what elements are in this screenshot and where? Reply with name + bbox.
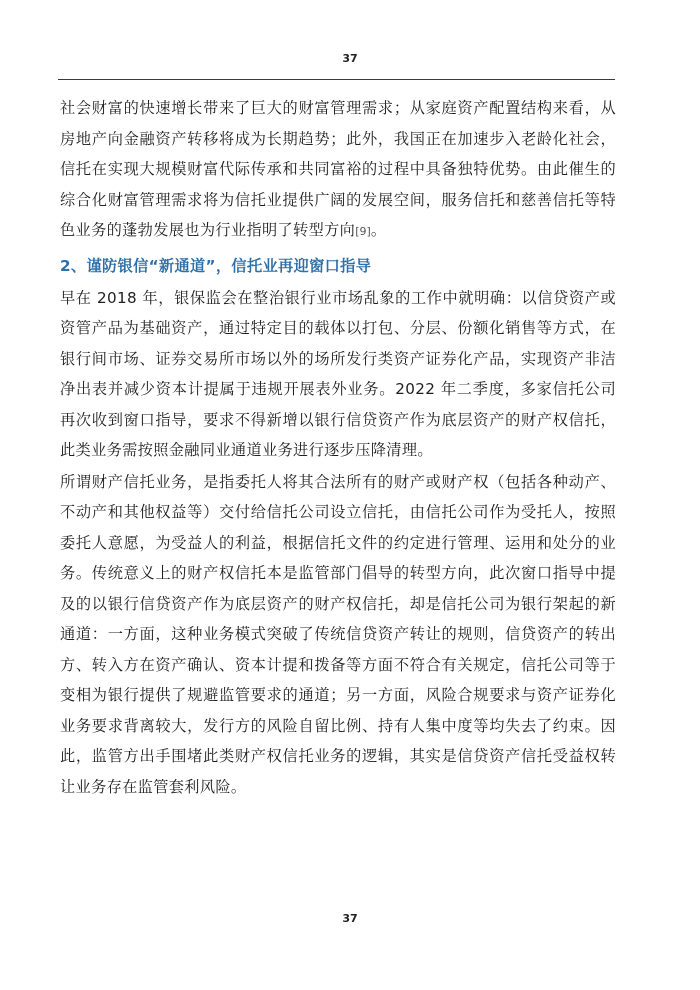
paragraph-wealth-management xyxy=(60,93,616,248)
page-body xyxy=(60,93,616,802)
paragraph-property-trust: 所谓财产信托业务，是指委托人将其合法所有的财产或财产权（包括各种动产、不动产和其他权益等）交付给信托公司设立信托，由信托公司作为受托人，按照委托人意愿，为受益人的利益，根据信托文件的约定进行管理、运用和处分的业务。传统意义上的财产权信托本是监管部门倡导的转型方向，此次窗口指导中提及的以银行信贷资产作为底层资产的财产权信托，却是信托公司为银行架起的新通道：一方面，这种业务模式突破了传统信贷资产转让的规则，信贷资产的转出方、转入方在资产确认、资本计提和拨备等方面不符合有关规定，信托公司等于变相为银行提供了规避监管要求的通道；另一方面，风险合规要求与资产证券化业务要求背离较大，发行方的风险自留比例、持有人集中度等均失去了约束。因此，监管方出手围堵此类财产权信托业务的逻辑，其实是信贷资产信托受益权转让业务存在监管套利风险。 xyxy=(60,472,616,796)
header-page-number: 37 xyxy=(342,52,358,65)
paragraph-regulation-2018: 早在 2018 年，银保监会在整治银行业市场乱象的工作中就明确：以信贷资产或资管产品为基础资产，通过特定目的载体以打包、分层、份额化销售等方式，在银行间市场、证券交易所市场以外的场所发行类资产证券化产品，实现资产非洁净出表并减少资本计提属于违规开展表外业务。2022 年二季度，多家信托公司再次收到窗口指导，要求不得新增以银行信贷资产作为底层资产的财产权信托，此类业务需按照金融同业通道业务进行逐步压降清理。 xyxy=(60,288,616,459)
section-heading: 2、谨防银信“新通道”，信托业再迎窗口指导 xyxy=(60,256,372,275)
footer-page-number: 37 xyxy=(342,912,358,925)
header-divider xyxy=(58,79,615,80)
paragraph-wealth-management-text: 社会财富的快速增长带来了巨大的财富管理需求；从家庭资产配置结构来看，从房地产向金融资产转移将成为长期趋势；此外，我国正在加速步入老龄化社会，信托在实现大规模财富代际传承和共同富裕的过程中具备独特优势。由此催生的综合化财富管理需求将为信托业提供广阔的发展空间，服务信托和慈善信托等特色业务的蓬勃发展也为行业指明了转型方向 xyxy=(60,99,616,239)
paragraph-wealth-management-end: 。 xyxy=(370,221,387,239)
citation-reference: [9] xyxy=(355,225,371,238)
